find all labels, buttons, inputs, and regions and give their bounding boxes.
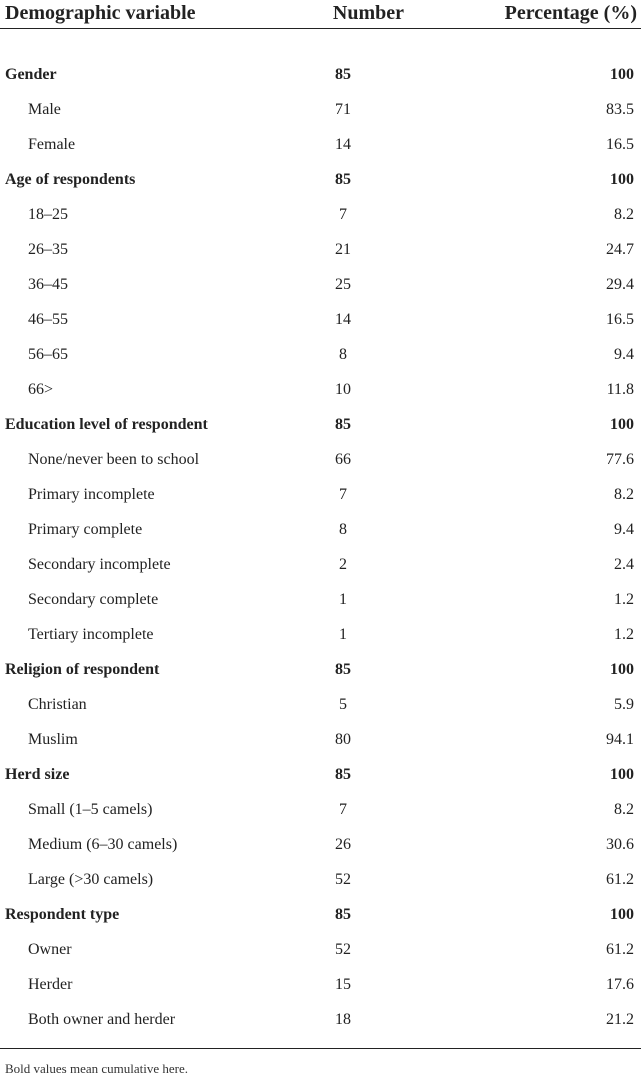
row-label: Primary complete (28, 520, 143, 538)
row-label: Muslim (28, 730, 78, 748)
header-row (0, 0, 641, 28)
table-row (0, 372, 641, 407)
row-percentage: 8.2 (614, 205, 634, 223)
table-row (0, 792, 641, 827)
row-number: 18 (335, 1010, 351, 1028)
group-label: Education level of respondent (5, 415, 208, 433)
table-bottom-rule (0, 1048, 641, 1049)
table-row (0, 722, 641, 757)
row-number: 52 (335, 940, 351, 958)
row-number: 14 (335, 135, 351, 153)
row-label: 56–65 (28, 345, 68, 363)
row-number: 8 (339, 345, 347, 363)
row-percentage: 16.5 (606, 135, 634, 153)
table-row (0, 232, 641, 267)
row-label: Both owner and herder (28, 1010, 176, 1028)
group-number: 85 (335, 765, 351, 783)
row-label: Secondary complete (28, 590, 159, 608)
group-label: Gender (5, 65, 57, 83)
header-percentage: Percentage (%) (504, 2, 637, 24)
table-body (0, 57, 641, 1037)
row-number: 1 (339, 625, 347, 643)
row-number: 21 (335, 240, 351, 258)
row-label: Female (28, 135, 76, 153)
row-label: 18–25 (28, 205, 68, 223)
row-label: Small (1–5 camels) (28, 800, 153, 818)
row-percentage: 24.7 (606, 240, 634, 258)
row-percentage: 61.2 (606, 870, 634, 888)
row-percentage: 61.2 (606, 940, 634, 958)
row-percentage: 8.2 (614, 485, 634, 503)
table-row (0, 127, 641, 162)
row-label: 46–55 (28, 310, 68, 328)
row-number: 52 (335, 870, 351, 888)
row-number: 8 (339, 520, 347, 538)
row-number: 14 (335, 310, 351, 328)
group-number: 85 (335, 65, 351, 83)
row-label: 26–35 (28, 240, 68, 258)
row-number: 10 (335, 380, 351, 398)
group-label: Herd size (5, 765, 70, 783)
group-percentage: 100 (610, 660, 634, 678)
row-label: 36–45 (28, 275, 68, 293)
header-variable: Demographic variable (5, 2, 196, 24)
group-row (0, 407, 641, 442)
table-row (0, 617, 641, 652)
group-row (0, 57, 641, 92)
group-row (0, 897, 641, 932)
table-row (0, 967, 641, 1002)
table-row (0, 1002, 641, 1037)
row-percentage: 1.2 (614, 625, 634, 643)
row-number: 1 (339, 590, 347, 608)
group-number: 85 (335, 170, 351, 188)
header-number: Number (332, 2, 404, 24)
table-row (0, 197, 641, 232)
row-percentage: 77.6 (606, 450, 634, 468)
table-row (0, 827, 641, 862)
row-number: 66 (335, 450, 351, 468)
row-label: Large (>30 camels) (28, 870, 154, 888)
row-number: 5 (339, 695, 347, 713)
row-number: 15 (335, 975, 351, 993)
row-percentage: 17.6 (606, 975, 634, 993)
group-row (0, 757, 641, 792)
group-row (0, 162, 641, 197)
table-row (0, 477, 641, 512)
group-label: Religion of respondent (5, 660, 160, 678)
table-row (0, 582, 641, 617)
row-number: 2 (339, 555, 347, 573)
row-number: 7 (339, 485, 347, 503)
row-number: 7 (339, 800, 347, 818)
row-number: 7 (339, 205, 347, 223)
row-number: 25 (335, 275, 351, 293)
row-percentage: 2.4 (614, 555, 634, 573)
row-percentage: 9.4 (614, 345, 634, 363)
group-number: 85 (335, 905, 351, 923)
row-percentage: 11.8 (606, 380, 634, 398)
row-percentage: 29.4 (606, 275, 634, 293)
row-label: Herder (28, 975, 73, 993)
row-label: Tertiary incomplete (28, 625, 154, 643)
row-percentage: 83.5 (606, 100, 634, 118)
table-row (0, 862, 641, 897)
table-row (0, 267, 641, 302)
row-percentage: 30.6 (606, 835, 634, 853)
table-row (0, 302, 641, 337)
group-label: Respondent type (5, 905, 120, 923)
table-row (0, 687, 641, 722)
group-percentage: 100 (610, 170, 634, 188)
row-label: Male (28, 100, 61, 118)
row-percentage: 94.1 (606, 730, 634, 748)
group-percentage: 100 (610, 765, 634, 783)
table-row (0, 512, 641, 547)
row-label: None/never been to school (28, 450, 200, 468)
group-percentage: 100 (610, 415, 634, 433)
row-label: 66> (28, 380, 54, 398)
table-row (0, 932, 641, 967)
table-row (0, 442, 641, 477)
group-number: 85 (335, 415, 351, 433)
group-label: Age of respondents (5, 170, 136, 188)
row-percentage: 5.9 (614, 695, 634, 713)
table-footnote: Bold values mean cumulative here. (5, 1061, 189, 1076)
group-percentage: 100 (610, 65, 634, 83)
table-row (0, 337, 641, 372)
group-percentage: 100 (610, 905, 634, 923)
table-row (0, 547, 641, 582)
group-number: 85 (335, 660, 351, 678)
row-number: 80 (335, 730, 351, 748)
row-percentage: 1.2 (614, 590, 634, 608)
table-header (0, 0, 641, 57)
row-number: 71 (335, 100, 351, 118)
header-spacer (0, 29, 641, 58)
table-row (0, 92, 641, 127)
row-percentage: 16.5 (606, 310, 634, 328)
row-label: Primary incomplete (28, 485, 155, 503)
row-percentage: 9.4 (614, 520, 634, 538)
row-label: Owner (28, 940, 72, 958)
row-label: Christian (28, 695, 87, 713)
row-percentage: 8.2 (614, 800, 634, 818)
row-percentage: 21.2 (606, 1010, 634, 1028)
row-label: Secondary incomplete (28, 555, 171, 573)
group-row (0, 652, 641, 687)
row-number: 26 (335, 835, 351, 853)
row-label: Medium (6–30 camels) (28, 835, 178, 853)
